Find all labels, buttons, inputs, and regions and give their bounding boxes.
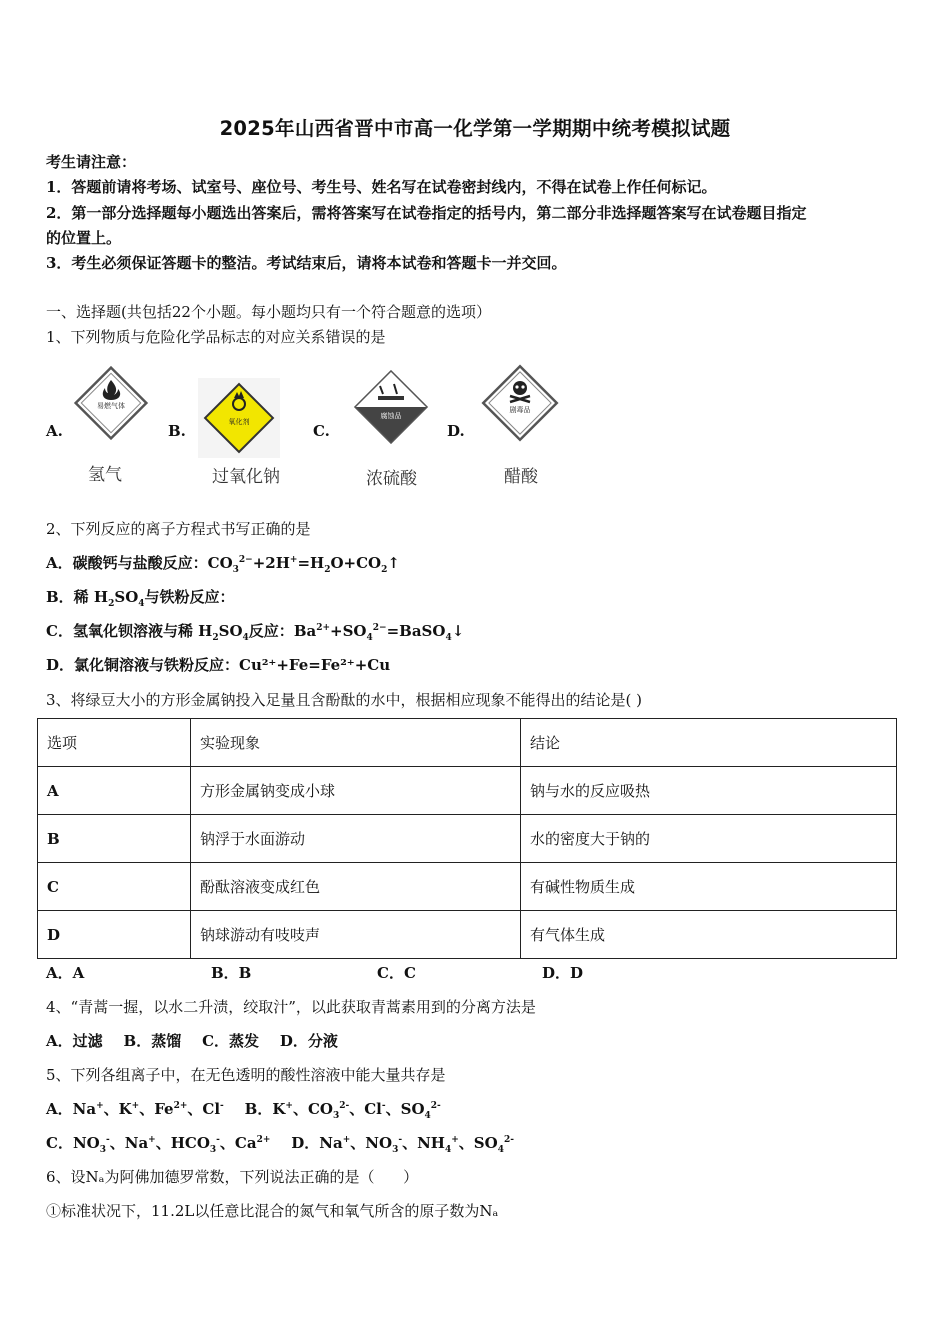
table-row <box>38 863 897 911</box>
table-header-cell: 结论 <box>521 719 897 767</box>
notice-item-2-cont: 的位置上。 <box>46 229 122 247</box>
table-row <box>38 911 897 959</box>
q3-option-d: D．D <box>542 964 584 982</box>
table-cell: A <box>38 767 191 815</box>
q1-option-b-caption: 过氧化钠 <box>212 467 280 487</box>
q2-option-d: D．氯化铜溶液与铁粉反应：Cu²⁺+Fe=Fe²⁺+Cu <box>46 656 391 674</box>
notice-item-1: 1．答题前请将考场、试室号、座位号、考生号、姓名写在试卷密封线内，不得在试卷上作任何标记。 <box>46 178 717 196</box>
table-header-cell: 实验现象 <box>191 719 521 767</box>
q4-stem: 4、“青蒿一握，以水二升渍，绞取汁”，以此获取青蒿素用到的分离方法是 <box>46 998 536 1016</box>
table-cell: D <box>38 911 191 959</box>
q5-options-cd: C．$NO_3^-$、Na+、$HCO_3^-$、$Ca^{2+}$ D．Na+、$NO_3^-$、$NH_4^+$、$SO_4^{2-}$ <box>46 1134 514 1155</box>
hazard-sign-oxidizer <box>198 378 280 458</box>
table-cell: 有气体生成 <box>521 911 897 959</box>
q1-option-d-caption: 醋酸 <box>504 467 538 487</box>
q3-option-c: C．C <box>377 964 416 982</box>
table-row <box>38 767 897 815</box>
q3-stem: 3、将绿豆大小的方形金属钠投入足量且含酚酞的水中，根据相应现象不能得出的结论是( ) <box>46 691 643 709</box>
hazard-sign-toxic <box>477 360 563 446</box>
svg-text:易燃气体: 易燃气体 <box>97 402 125 410</box>
table-cell: 有碱性物质生成 <box>521 863 897 911</box>
table-cell: 水的密度大于钠的 <box>521 815 897 863</box>
q6-stem: 6、设Nₐ为阿佛加德罗常数，下列说法正确的是（ ） <box>46 1168 419 1186</box>
table-row <box>38 815 897 863</box>
q1-stem: 1、下列物质与危险化学品标志的对应关系错误的是 <box>46 328 386 346</box>
section-heading: 一、选择题(共包括22个小题。每小题均只有一个符合题意的选项） <box>46 303 491 321</box>
q3-option-b: B．B <box>211 964 252 982</box>
table-cell: 钠浮于水面游动 <box>191 815 521 863</box>
q3-option-a: A．A <box>46 964 85 982</box>
table-cell: 酚酞溶液变成红色 <box>191 863 521 911</box>
q1-option-a-caption: 氢气 <box>88 465 122 485</box>
svg-text:氧化剂: 氧化剂 <box>228 418 250 426</box>
q1-option-b-label: B. <box>168 422 186 440</box>
q2-option-a: A．碳酸钙与盐酸反应：$CO_3^{2-}+2H^+=H_2O+CO_2↑$ <box>46 554 400 575</box>
table-header-cell: 选项 <box>38 719 191 767</box>
q1-option-d-label: D. <box>447 422 465 440</box>
table-cell: B <box>38 815 191 863</box>
table-cell: C <box>38 863 191 911</box>
notice-heading: 考生请注意： <box>46 153 137 171</box>
q2-option-c: C．氢氧化钡溶液与稀 $H_2SO_4$反应：$Ba^{2+}+SO_4^{2-}=BaSO_4↓$ <box>46 622 465 643</box>
page-title: 2025年山西省晋中市高一化学第一学期期中统考模拟试题 <box>219 117 731 140</box>
svg-text:腐蚀品: 腐蚀品 <box>380 412 402 420</box>
hazard-sign-flammable-gas <box>70 362 152 444</box>
q2-option-b: B．稀 $H_2SO_4$与铁粉反应： <box>46 588 235 609</box>
q1-option-c-caption: 浓硫酸 <box>366 469 417 489</box>
table-cell: 钠球游动有吱吱声 <box>191 911 521 959</box>
svg-text:剧毒品: 剧毒品 <box>509 406 531 414</box>
q4-options: A．过滤 B．蒸馏 C．蒸发 D．分液 <box>46 1032 338 1050</box>
q1-option-a-label: A. <box>46 422 63 440</box>
hazard-sign-corrosive <box>350 366 432 448</box>
q1-option-c-label: C. <box>313 422 330 440</box>
table-header-row <box>38 719 897 767</box>
q2-stem: 2、下列反应的离子方程式书写正确的是 <box>46 520 311 538</box>
q6-item-1: ①标准状况下，11.2L以任意比混合的氮气和氧气所含的原子数为Nₐ <box>46 1202 499 1220</box>
q3-table <box>37 718 897 959</box>
q5-stem: 5、下列各组离子中，在无色透明的酸性溶液中能大量共存是 <box>46 1066 446 1084</box>
table-cell: 钠与水的反应吸热 <box>521 767 897 815</box>
q5-options-ab: A．Na+、K+、$Fe^{2+}$、Cl- B．K+、$CO_3^{2-}$、Cl-、$SO_4^{2-}$ <box>46 1100 441 1121</box>
table-cell: 方形金属钠变成小球 <box>191 767 521 815</box>
notice-item-3: 3．考生必须保证答题卡的整洁。考试结束后，请将本试卷和答题卡一并交回。 <box>46 254 567 272</box>
notice-item-2: 2．第一部分选择题每小题选出答案后，需将答案写在试卷指定的括号内，第二部分非选择题答案写在试卷题目指定 <box>46 204 807 222</box>
